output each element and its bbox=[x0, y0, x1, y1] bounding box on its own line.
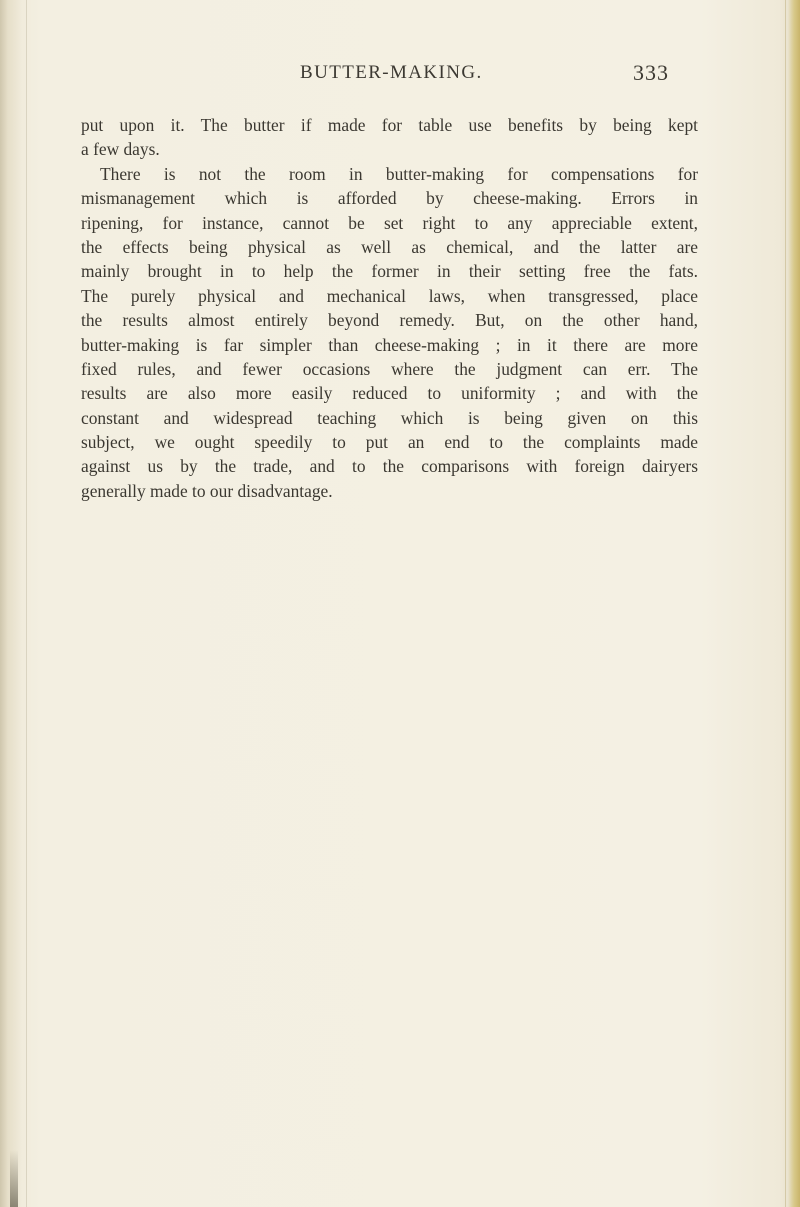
text-line: mainly brought in to help the former in their setting free the fats. bbox=[81, 261, 698, 282]
text-line: against us by the trade, and to the comparisons with foreign dairyers bbox=[81, 456, 698, 477]
text-line: The purely physical and mechanical laws, when transgressed, place bbox=[81, 285, 698, 306]
text-line: results are also more easily reduced to uniformity ; and with the bbox=[81, 383, 698, 404]
body-text bbox=[81, 113, 698, 503]
text-line: the results almost entirely beyond remedy. But, on the other hand, bbox=[81, 310, 698, 331]
binding-shadow bbox=[10, 1150, 18, 1207]
text-line: the effects being physical as well as chemical, and the latter are bbox=[81, 236, 698, 257]
gutter-line bbox=[26, 0, 27, 1207]
binding-gutter bbox=[0, 0, 22, 1207]
text-line: mismanagement which is afforded by cheese-making. Errors in bbox=[81, 188, 698, 209]
text-line: butter-making is far simpler than cheese-making ; in it there are more bbox=[81, 334, 698, 355]
text-line: There is not the room in butter-making for compensations for bbox=[100, 163, 698, 184]
text-line: a few days. bbox=[81, 139, 160, 160]
page-right-edge bbox=[788, 0, 800, 1207]
text-line: ripening, for instance, cannot be set right to any appreciable extent, bbox=[81, 212, 698, 233]
text-line: put upon it. The butter if made for table use benefits by being kept bbox=[81, 115, 698, 135]
running-head bbox=[0, 62, 800, 92]
page-number: 333 bbox=[633, 60, 669, 85]
page-right-edge-line bbox=[785, 0, 786, 1207]
text-line: fixed rules, and fewer occasions where the judgment can err. The bbox=[81, 358, 698, 379]
text-line: constant and widespread teaching which is being given on this bbox=[81, 407, 698, 428]
text-line: generally made to our disadvantage. bbox=[81, 480, 333, 501]
running-title: BUTTER-MAKING. bbox=[300, 62, 483, 83]
text-line: subject, we ought speedily to put an end to the complaints made bbox=[81, 432, 698, 453]
